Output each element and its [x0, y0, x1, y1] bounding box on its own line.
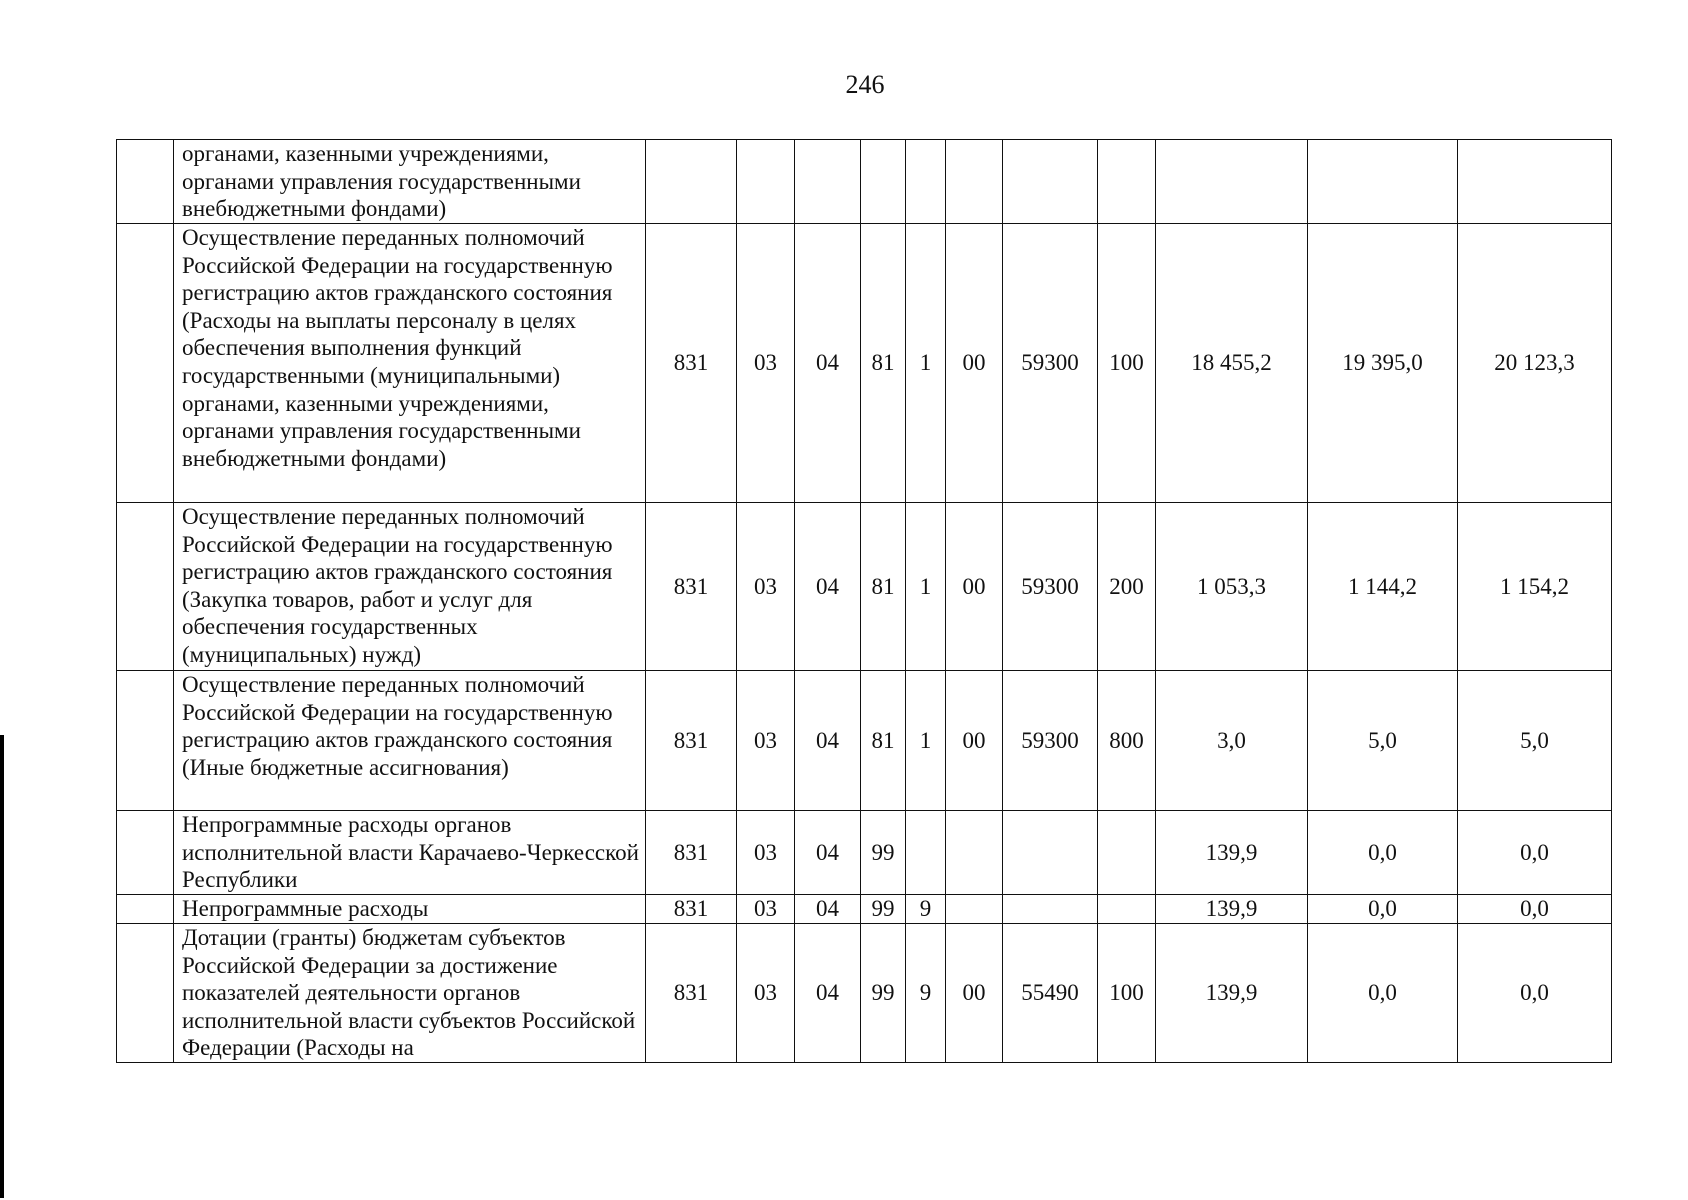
direction-code-cell [1003, 895, 1098, 924]
description-cell: Дотации (гранты) бюджетам субъектов Российской Федерации за достижение показателей деятельности органов исполнительной власти субъектов Российской Федерации (Расходы на [174, 924, 646, 1063]
subprogram-code-cell [906, 140, 946, 224]
amount-year-3-cell: 1 154,2 [1458, 503, 1612, 671]
amount-year-3-cell: 0,0 [1458, 895, 1612, 924]
subprogram-code-cell: 1 [906, 671, 946, 811]
table-row [117, 811, 1612, 895]
program-code-cell: 99 [861, 895, 906, 924]
page-number: 246 [845, 70, 885, 99]
row-number-cell [117, 895, 174, 924]
event-code-cell [946, 811, 1003, 895]
ministry-code-cell: 831 [646, 924, 737, 1063]
expense-type-code-cell [1098, 895, 1156, 924]
event-code-cell: 00 [946, 924, 1003, 1063]
direction-code-cell [1003, 140, 1098, 224]
program-code-cell: 99 [861, 811, 906, 895]
program-code-cell [861, 140, 906, 224]
row-number-cell [117, 224, 174, 503]
program-code-cell: 81 [861, 503, 906, 671]
expense-type-code-cell: 800 [1098, 671, 1156, 811]
expense-type-code-cell: 200 [1098, 503, 1156, 671]
expense-type-code-cell [1098, 140, 1156, 224]
table-row [117, 224, 1612, 503]
ministry-code-cell: 831 [646, 895, 737, 924]
section-code-cell: 03 [737, 924, 795, 1063]
amount-year-3-cell: 0,0 [1458, 811, 1612, 895]
expense-type-code-cell: 100 [1098, 224, 1156, 503]
program-code-cell: 81 [861, 224, 906, 503]
subsection-code-cell: 04 [795, 924, 861, 1063]
amount-year-2-cell: 1 144,2 [1308, 503, 1458, 671]
amount-year-1-cell: 1 053,3 [1156, 503, 1308, 671]
amount-year-2-cell: 5,0 [1308, 671, 1458, 811]
section-code-cell: 03 [737, 503, 795, 671]
section-code-cell: 03 [737, 895, 795, 924]
table-row [117, 924, 1612, 1063]
section-code-cell [737, 140, 795, 224]
amount-year-2-cell: 19 395,0 [1308, 224, 1458, 503]
row-number-cell [117, 140, 174, 224]
amount-year-1-cell [1156, 140, 1308, 224]
event-code-cell: 00 [946, 224, 1003, 503]
section-code-cell: 03 [737, 224, 795, 503]
amount-year-3-cell [1458, 140, 1612, 224]
description-cell: Непрограммные расходы [174, 895, 646, 924]
subprogram-code-cell: 9 [906, 924, 946, 1063]
ministry-code-cell: 831 [646, 811, 737, 895]
ministry-code-cell: 831 [646, 503, 737, 671]
row-number-cell [117, 811, 174, 895]
subprogram-code-cell: 1 [906, 503, 946, 671]
subsection-code-cell: 04 [795, 895, 861, 924]
ministry-code-cell: 831 [646, 671, 737, 811]
row-number-cell [117, 671, 174, 811]
direction-code-cell: 59300 [1003, 671, 1098, 811]
event-code-cell: 00 [946, 671, 1003, 811]
description-cell: Осуществление переданных полномочий Российской Федерации на государственную регистрацию актов гражданского состояния (Расходы на выплаты персоналу в целях обеспечения выполнения функций государственными (муниципальными) органами, казенными учреждениями, органами управления государственными внебюджетными фондами) [174, 224, 646, 503]
direction-code-cell: 59300 [1003, 224, 1098, 503]
amount-year-2-cell [1308, 140, 1458, 224]
subprogram-code-cell: 1 [906, 224, 946, 503]
amount-year-1-cell: 139,9 [1156, 811, 1308, 895]
subsection-code-cell [795, 140, 861, 224]
direction-code-cell [1003, 811, 1098, 895]
subsection-code-cell: 04 [795, 503, 861, 671]
amount-year-3-cell: 20 123,3 [1458, 224, 1612, 503]
subsection-code-cell: 04 [795, 671, 861, 811]
amount-year-2-cell: 0,0 [1308, 895, 1458, 924]
description-cell: Непрограммные расходы органов исполнительной власти Карачаево-Черкесской Республики [174, 811, 646, 895]
scan-edge-line [0, 735, 4, 1198]
amount-year-3-cell: 5,0 [1458, 671, 1612, 811]
table-row [117, 671, 1612, 811]
subsection-code-cell: 04 [795, 224, 861, 503]
event-code-cell: 00 [946, 503, 1003, 671]
table-row [117, 140, 1612, 224]
amount-year-1-cell: 3,0 [1156, 671, 1308, 811]
program-code-cell: 81 [861, 671, 906, 811]
ministry-code-cell [646, 140, 737, 224]
subsection-code-cell: 04 [795, 811, 861, 895]
expense-type-code-cell: 100 [1098, 924, 1156, 1063]
direction-code-cell: 59300 [1003, 503, 1098, 671]
amount-year-2-cell: 0,0 [1308, 924, 1458, 1063]
description-cell: Осуществление переданных полномочий Российской Федерации на государственную регистрацию актов гражданского состояния (Иные бюджетные ассигнования) [174, 671, 646, 811]
direction-code-cell: 55490 [1003, 924, 1098, 1063]
subprogram-code-cell: 9 [906, 895, 946, 924]
subprogram-code-cell [906, 811, 946, 895]
table-row [117, 895, 1612, 924]
description-cell: органами, казенными учреждениями, органами управления государственными внебюджетными фондами) [174, 140, 646, 224]
event-code-cell [946, 895, 1003, 924]
section-code-cell: 03 [737, 671, 795, 811]
row-number-cell [117, 924, 174, 1063]
event-code-cell [946, 140, 1003, 224]
description-cell: Осуществление переданных полномочий Российской Федерации на государственную регистрацию актов гражданского состояния (Закупка товаров, работ и услуг для обеспечения государственных (муниципальных) нужд) [174, 503, 646, 671]
table-row [117, 503, 1612, 671]
ministry-code-cell: 831 [646, 224, 737, 503]
program-code-cell: 99 [861, 924, 906, 1063]
amount-year-1-cell: 18 455,2 [1156, 224, 1308, 503]
amount-year-2-cell: 0,0 [1308, 811, 1458, 895]
amount-year-1-cell: 139,9 [1156, 895, 1308, 924]
budget-table [116, 139, 1612, 1063]
expense-type-code-cell [1098, 811, 1156, 895]
row-number-cell [117, 503, 174, 671]
amount-year-1-cell: 139,9 [1156, 924, 1308, 1063]
section-code-cell: 03 [737, 811, 795, 895]
amount-year-3-cell: 0,0 [1458, 924, 1612, 1063]
